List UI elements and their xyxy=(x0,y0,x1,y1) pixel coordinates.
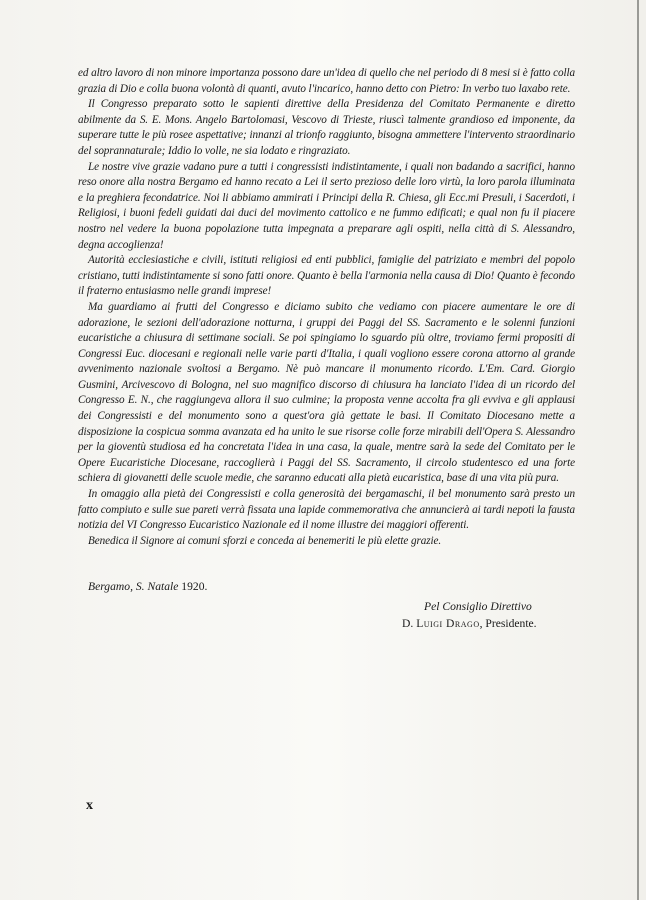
page-number: x xyxy=(86,798,93,813)
body-text xyxy=(78,66,575,549)
paragraph-1: ed altro lavoro di non minore importanza possono dare un'idea di quello che nel periodo di 8 mesi si è fatto colla grazia di Dio e colla buona volontà di quanti, avuto l'incarico, hanno detto con Pietro: In verbo tuo laxabo rete. xyxy=(78,67,575,95)
signature-name-line xyxy=(402,617,537,630)
paragraph-6: In omaggio alla pietà dei Congressisti e colla generosità dei bergamaschi, il bel monumento sarà presto un fatto compiuto e sulle sue pareti verrà fissata una lapide commemorativa che annuncierà ai tardi nepoti la fausta notizia del VI Congresso Eucaristico Nazionale ed il nome illustre dei maggiori offerenti. xyxy=(78,488,575,532)
year: 1920. xyxy=(181,580,208,593)
signature-council: Pel Consiglio Direttivo xyxy=(424,600,532,613)
place-date: Bergamo, S. Natale xyxy=(88,580,179,593)
paragraph-3: Le nostre vive grazie vadano pure a tutti i congressisti indistintamente, i quali non badando a sacrifici, hanno reso onore alla nostra Bergamo ed hanno recato a Lei il serto prezioso delle loro virtù, la loro parola illuminata e la preghiera fecondatrice. Noi li abbiamo ammirati i Principi della R. Chiesa, gli Ecc.mi Presuli, i Sacerdoti, i Religiosi, i buoni fedeli guidati dai duci del movimento cattolico e ne fummo edificati; e qual non fu il piacere nostro nel vedere la buona popolazione tutta impegnata a preparare agli ospiti, nella città di S. Alessandro, degna accoglienza! xyxy=(78,160,575,251)
paragraph-4: Autorità ecclesiastiche e civili, istituti religiosi ed enti pubblici, famiglie del patriziato e membri del popolo cristiano, tutti indistintamente si sono fatti onore. Quanto è bella l'armonia nella causa di Dio! Quanto è fecondo il fraterno entusiasmo nelle grandi imprese! xyxy=(78,254,575,298)
paragraph-7: Benedica il Signore ai comuni sforzi e conceda ai benemeriti le più elette grazie. xyxy=(88,534,442,547)
signature-prefix: D. xyxy=(402,617,414,630)
signature-name: Luigi Drago xyxy=(416,617,480,630)
paragraph-2: Il Congresso preparato sotto le sapienti direttive della Presidenza del Comitato Permanente e diretto abilmente da S. E. Mons. Angelo Bartolomasi, Vescovo di Trieste, riuscì talmente grandioso ed imponente, da superare tutte le più rosee aspettative; innanzi al trionfo raggiunto, bisogna ammettere l'intervento straordinario del soprannaturale; Iddio lo volle, ne sia lodato e ringraziato. xyxy=(78,98,575,157)
paragraph-5: Ma guardiamo ai frutti del Congresso e diciamo subito che vediamo con piacere aumentare le ore di adorazione, le sezioni dell'adorazione notturna, i gruppi dei Paggi del SS. Sacramento e le solenni funzioni eucaristiche a chiusura di settimane sociali. Se poi spingiamo lo sguardo più oltre, troviamo fermi propositi di Congressi Euc. diocesani e regionali nelle varie parti d'Italia, i quali vogliono essere corona attorno al grande avvenimento nazionale svoltosi a Bergamo. Nè può mancare il monumento ricordo. L'Em. Card. Giorgio Gusmini, Arcivescovo di Bologna, nel suo magnifico discorso di chiusura ha lanciato l'idea di un ricordo del Congresso E. N., che raggiungeva allora il suo culmine; la proposta venne accolta fra gli evviva e gli applausi dei Congressisti e del monumento sono a quest'ora già gettate le basi. Il Comitato Diocesano mette a disposizione la cospicua somma avanzata ed ha unito le sue risorse colle forze mirabili dell'Opera S. Alessandro per la gioventù studiosa ed ha concretata l'idea in una casa, la quale, mentre sarà la sede del Comitato per le Opere Eucaristiche Diocesane, raccoglierà i Paggi del SS. Sacramento, il circolo studentesco ed una forte schiera di giovanetti delle scuole medie, che saranno educati alla pietà eucaristica, base di una vita più pura. xyxy=(78,300,575,485)
place-date-line xyxy=(88,580,207,593)
signature-role: , Presidente. xyxy=(479,617,537,630)
page-edge-rule xyxy=(637,0,639,900)
